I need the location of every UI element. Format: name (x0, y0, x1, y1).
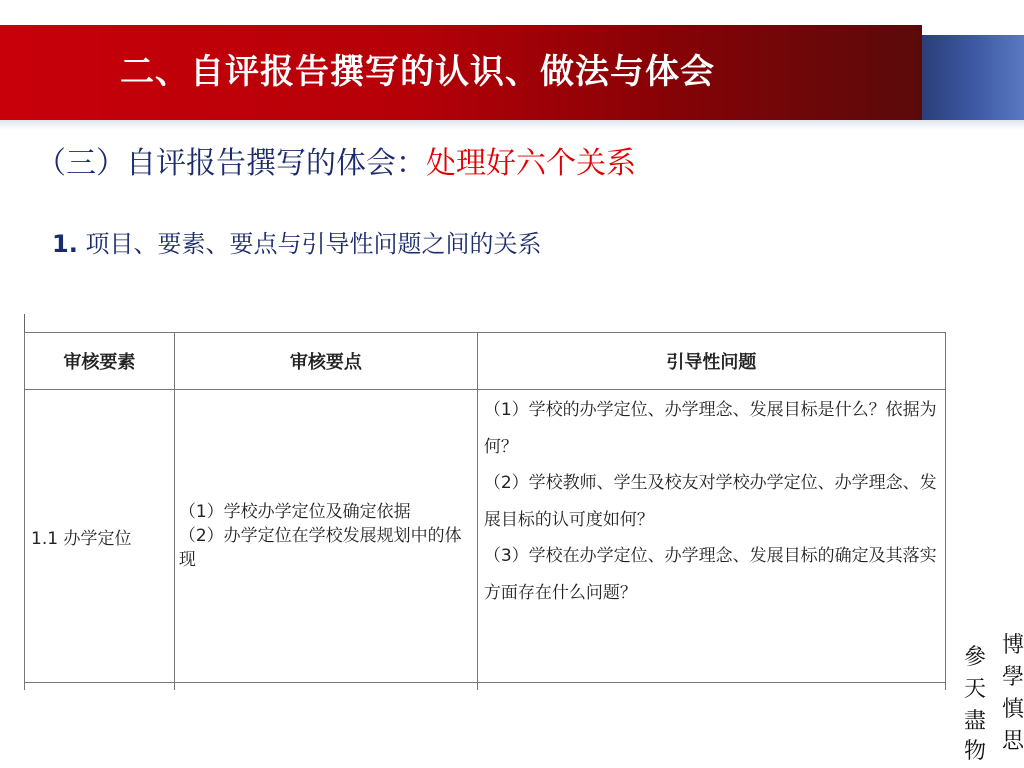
header-shadow (0, 120, 1024, 130)
callig-char: 博 (1002, 633, 1024, 658)
cell-element: 1.1 办学定位 (25, 390, 175, 683)
question-item: （2）学校教师、学生及校友对学校办学定位、办学理念、发展目标的认可度如何？ (483, 473, 937, 530)
point-item: （1）学校办学定位及确定依据 (178, 502, 411, 522)
calligraphy-motto (958, 630, 1024, 768)
callig-char: 盡 (964, 709, 987, 734)
table-header-row (25, 333, 946, 390)
question-item: （1）学校的办学定位、办学理念、发展目标是什么？依据为何？ (483, 400, 937, 457)
header-review-point: 审核要点 (174, 333, 477, 390)
table-row-cut-off (25, 683, 946, 691)
section-heading-highlight: 处理好六个关系 (426, 146, 636, 181)
header-blue-bar (922, 35, 1024, 127)
sub-heading (52, 224, 541, 259)
callig-char: 慎 (1002, 697, 1024, 722)
callig-char: 物 (964, 739, 987, 764)
cell-points (174, 390, 477, 683)
question-item: （3）学校在办学定位、办学理念、发展目标的确定及其落实方面存在什么问题？ (483, 546, 937, 603)
review-table-image (24, 314, 946, 690)
callig-char: 思 (1002, 729, 1024, 754)
header-review-element: 审核要素 (25, 333, 175, 390)
callig-char: 天 (964, 677, 987, 702)
header-guiding-question: 引导性问题 (477, 333, 945, 390)
section-heading (36, 138, 636, 182)
point-item: （2）办学定位在学校发展规划中的体现 (178, 526, 462, 570)
header-band (0, 25, 1024, 120)
section-heading-prefix: （三）自评报告撰写的体会： (36, 146, 426, 181)
slide-title: 二、自评报告撰写的认识、做法与体会 (120, 52, 715, 92)
table-row (25, 390, 946, 683)
callig-char: 學 (1002, 665, 1024, 690)
cell-questions (477, 390, 945, 683)
sub-heading-number: 1. (52, 230, 78, 258)
review-table (24, 332, 946, 690)
sub-heading-text: 项目、要素、要点与引导性问题之间的关系 (77, 230, 542, 258)
callig-char: 參 (964, 645, 987, 670)
